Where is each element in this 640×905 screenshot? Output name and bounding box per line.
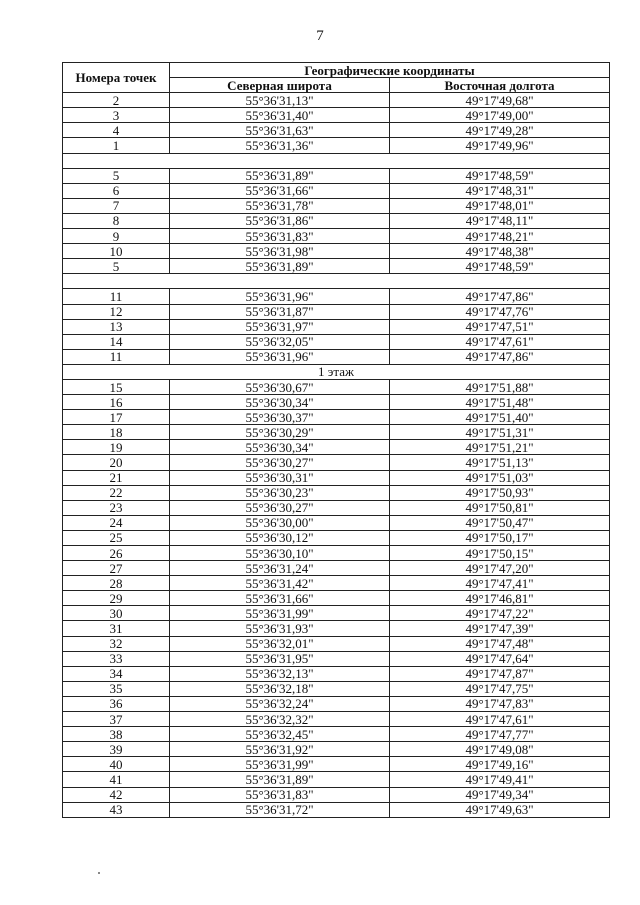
longitude-cell: 49°17'47,48" [390, 636, 610, 651]
longitude-cell: 49°17'47,83" [390, 696, 610, 711]
latitude-cell: 55°36'31,36" [170, 138, 390, 153]
table-row [63, 621, 610, 636]
latitude-cell: 55°36'31,13" [170, 93, 390, 108]
point-number-cell: 11 [63, 289, 170, 304]
table-row [63, 757, 610, 772]
table-row [63, 530, 610, 545]
longitude-cell: 49°17'48,21" [390, 229, 610, 244]
table-row [63, 183, 610, 198]
latitude-cell: 55°36'30,00" [170, 515, 390, 530]
point-number-cell: 33 [63, 651, 170, 666]
point-number-cell: 3 [63, 108, 170, 123]
latitude-cell: 55°36'30,23" [170, 485, 390, 500]
latitude-cell: 55°36'31,24" [170, 561, 390, 576]
table-row [63, 213, 610, 228]
table-row [63, 259, 610, 274]
longitude-cell: 49°17'50,47" [390, 515, 610, 530]
table-row [63, 636, 610, 651]
longitude-cell: 49°17'47,76" [390, 304, 610, 319]
longitude-cell: 49°17'49,68" [390, 93, 610, 108]
latitude-cell: 55°36'31,97" [170, 319, 390, 334]
latitude-cell: 55°36'31,87" [170, 304, 390, 319]
table-row [63, 108, 610, 123]
table-header [63, 63, 610, 93]
point-number-cell: 14 [63, 334, 170, 349]
table-row [63, 198, 610, 213]
section-label: 1 этаж [63, 364, 610, 379]
longitude-cell: 49°17'50,81" [390, 500, 610, 515]
point-number-cell: 8 [63, 213, 170, 228]
point-number-cell: 37 [63, 712, 170, 727]
latitude-cell: 55°36'32,45" [170, 727, 390, 742]
table-row [63, 425, 610, 440]
latitude-cell: 55°36'31,95" [170, 651, 390, 666]
point-number-cell: 27 [63, 561, 170, 576]
longitude-cell: 49°17'47,87" [390, 666, 610, 681]
table-row [63, 334, 610, 349]
point-number-cell: 7 [63, 198, 170, 213]
longitude-cell: 49°17'51,03" [390, 470, 610, 485]
point-number-cell: 31 [63, 621, 170, 636]
latitude-cell: 55°36'30,34" [170, 440, 390, 455]
table-row [63, 515, 610, 530]
point-number-cell: 5 [63, 168, 170, 183]
longitude-cell: 49°17'48,38" [390, 244, 610, 259]
longitude-cell: 49°17'47,86" [390, 349, 610, 364]
point-number-cell: 16 [63, 395, 170, 410]
longitude-cell: 49°17'47,41" [390, 576, 610, 591]
table-body [63, 93, 610, 818]
latitude-cell: 55°36'30,34" [170, 395, 390, 410]
longitude-cell: 49°17'50,15" [390, 546, 610, 561]
latitude-cell: 55°36'31,92" [170, 742, 390, 757]
point-number-cell: 20 [63, 455, 170, 470]
table-row [63, 410, 610, 425]
table-row [63, 349, 610, 364]
section-separator-row [63, 153, 610, 168]
coordinates-table [62, 62, 610, 818]
longitude-cell: 49°17'51,48" [390, 395, 610, 410]
table-row [63, 681, 610, 696]
point-number-cell: 9 [63, 229, 170, 244]
longitude-cell: 49°17'47,77" [390, 727, 610, 742]
latitude-cell: 55°36'31,89" [170, 772, 390, 787]
table-row [63, 727, 610, 742]
point-number-cell: 5 [63, 259, 170, 274]
latitude-cell: 55°36'31,93" [170, 621, 390, 636]
header-point-numbers: Номера точек [63, 63, 170, 93]
longitude-cell: 49°17'48,59" [390, 168, 610, 183]
longitude-cell: 49°17'47,51" [390, 319, 610, 334]
point-number-cell: 43 [63, 802, 170, 817]
table-row [63, 138, 610, 153]
latitude-cell: 55°36'31,89" [170, 168, 390, 183]
latitude-cell: 55°36'31,86" [170, 213, 390, 228]
point-number-cell: 18 [63, 425, 170, 440]
point-number-cell: 22 [63, 485, 170, 500]
longitude-cell: 49°17'48,31" [390, 183, 610, 198]
longitude-cell: 49°17'47,20" [390, 561, 610, 576]
latitude-cell: 55°36'31,89" [170, 259, 390, 274]
table-row [63, 591, 610, 606]
table-row [63, 244, 610, 259]
latitude-cell: 55°36'31,83" [170, 787, 390, 802]
table-row [63, 696, 610, 711]
scan-dot [98, 872, 100, 874]
point-number-cell: 30 [63, 606, 170, 621]
latitude-cell: 55°36'31,83" [170, 229, 390, 244]
table-row [63, 168, 610, 183]
point-number-cell: 11 [63, 349, 170, 364]
point-number-cell: 41 [63, 772, 170, 787]
longitude-cell: 49°17'51,88" [390, 379, 610, 394]
table-row [63, 289, 610, 304]
header-geo-coordinates: Географические координаты [170, 63, 610, 78]
longitude-cell: 49°17'47,86" [390, 289, 610, 304]
table-row [63, 772, 610, 787]
longitude-cell: 49°17'49,41" [390, 772, 610, 787]
table-row [63, 561, 610, 576]
section-label [63, 274, 610, 289]
point-number-cell: 6 [63, 183, 170, 198]
point-number-cell: 21 [63, 470, 170, 485]
latitude-cell: 55°36'32,24" [170, 696, 390, 711]
latitude-cell: 55°36'30,37" [170, 410, 390, 425]
latitude-cell: 55°36'31,40" [170, 108, 390, 123]
point-number-cell: 39 [63, 742, 170, 757]
point-number-cell: 15 [63, 379, 170, 394]
longitude-cell: 49°17'47,75" [390, 681, 610, 696]
table-row [63, 742, 610, 757]
point-number-cell: 25 [63, 530, 170, 545]
table-row [63, 712, 610, 727]
latitude-cell: 55°36'30,27" [170, 455, 390, 470]
table-row [63, 93, 610, 108]
point-number-cell: 10 [63, 244, 170, 259]
latitude-cell: 55°36'30,31" [170, 470, 390, 485]
table-row [63, 500, 610, 515]
latitude-cell: 55°36'31,66" [170, 591, 390, 606]
longitude-cell: 49°17'49,16" [390, 757, 610, 772]
longitude-cell: 49°17'47,61" [390, 712, 610, 727]
longitude-cell: 49°17'47,22" [390, 606, 610, 621]
point-number-cell: 28 [63, 576, 170, 591]
point-number-cell: 26 [63, 546, 170, 561]
latitude-cell: 55°36'31,98" [170, 244, 390, 259]
longitude-cell: 49°17'51,31" [390, 425, 610, 440]
point-number-cell: 13 [63, 319, 170, 334]
table-row [63, 802, 610, 817]
point-number-cell: 35 [63, 681, 170, 696]
table-row [63, 229, 610, 244]
point-number-cell: 40 [63, 757, 170, 772]
latitude-cell: 55°36'31,42" [170, 576, 390, 591]
latitude-cell: 55°36'31,72" [170, 802, 390, 817]
section-label [63, 153, 610, 168]
longitude-cell: 49°17'49,63" [390, 802, 610, 817]
latitude-cell: 55°36'32,05" [170, 334, 390, 349]
longitude-cell: 49°17'51,13" [390, 455, 610, 470]
latitude-cell: 55°36'30,10" [170, 546, 390, 561]
latitude-cell: 55°36'30,29" [170, 425, 390, 440]
section-separator-row [63, 274, 610, 289]
latitude-cell: 55°36'31,78" [170, 198, 390, 213]
table-row [63, 123, 610, 138]
latitude-cell: 55°36'31,99" [170, 757, 390, 772]
latitude-cell: 55°36'31,96" [170, 289, 390, 304]
longitude-cell: 49°17'47,64" [390, 651, 610, 666]
longitude-cell: 49°17'49,96" [390, 138, 610, 153]
latitude-cell: 55°36'32,18" [170, 681, 390, 696]
table-row [63, 395, 610, 410]
latitude-cell: 55°36'32,01" [170, 636, 390, 651]
latitude-cell: 55°36'30,67" [170, 379, 390, 394]
table-row [63, 546, 610, 561]
point-number-cell: 42 [63, 787, 170, 802]
point-number-cell: 24 [63, 515, 170, 530]
point-number-cell: 19 [63, 440, 170, 455]
point-number-cell: 2 [63, 93, 170, 108]
longitude-cell: 49°17'48,11" [390, 213, 610, 228]
longitude-cell: 49°17'48,59" [390, 259, 610, 274]
point-number-cell: 17 [63, 410, 170, 425]
latitude-cell: 55°36'31,96" [170, 349, 390, 364]
table-row [63, 304, 610, 319]
table-row [63, 606, 610, 621]
table-row [63, 651, 610, 666]
longitude-cell: 49°17'49,28" [390, 123, 610, 138]
latitude-cell: 55°36'32,32" [170, 712, 390, 727]
point-number-cell: 29 [63, 591, 170, 606]
longitude-cell: 49°17'47,39" [390, 621, 610, 636]
point-number-cell: 32 [63, 636, 170, 651]
longitude-cell: 49°17'46,81" [390, 591, 610, 606]
table-row [63, 440, 610, 455]
latitude-cell: 55°36'31,66" [170, 183, 390, 198]
longitude-cell: 49°17'49,34" [390, 787, 610, 802]
longitude-cell: 49°17'49,00" [390, 108, 610, 123]
latitude-cell: 55°36'31,63" [170, 123, 390, 138]
header-north-latitude: Северная широта [170, 78, 390, 93]
latitude-cell: 55°36'32,13" [170, 666, 390, 681]
point-number-cell: 12 [63, 304, 170, 319]
section-separator-row [63, 364, 610, 379]
table-row [63, 455, 610, 470]
longitude-cell: 49°17'50,17" [390, 530, 610, 545]
latitude-cell: 55°36'30,27" [170, 500, 390, 515]
point-number-cell: 23 [63, 500, 170, 515]
point-number-cell: 36 [63, 696, 170, 711]
point-number-cell: 34 [63, 666, 170, 681]
point-number-cell: 4 [63, 123, 170, 138]
point-number-cell: 1 [63, 138, 170, 153]
table-row [63, 576, 610, 591]
point-number-cell: 38 [63, 727, 170, 742]
page-number: 7 [316, 28, 324, 44]
longitude-cell: 49°17'51,40" [390, 410, 610, 425]
table-row [63, 666, 610, 681]
longitude-cell: 49°17'48,01" [390, 198, 610, 213]
header-east-longitude: Восточная долгота [390, 78, 610, 93]
longitude-cell: 49°17'51,21" [390, 440, 610, 455]
latitude-cell: 55°36'30,12" [170, 530, 390, 545]
table-row [63, 787, 610, 802]
table-row [63, 379, 610, 394]
longitude-cell: 49°17'50,93" [390, 485, 610, 500]
longitude-cell: 49°17'49,08" [390, 742, 610, 757]
table-row [63, 485, 610, 500]
longitude-cell: 49°17'47,61" [390, 334, 610, 349]
table-row [63, 319, 610, 334]
latitude-cell: 55°36'31,99" [170, 606, 390, 621]
table-row [63, 470, 610, 485]
